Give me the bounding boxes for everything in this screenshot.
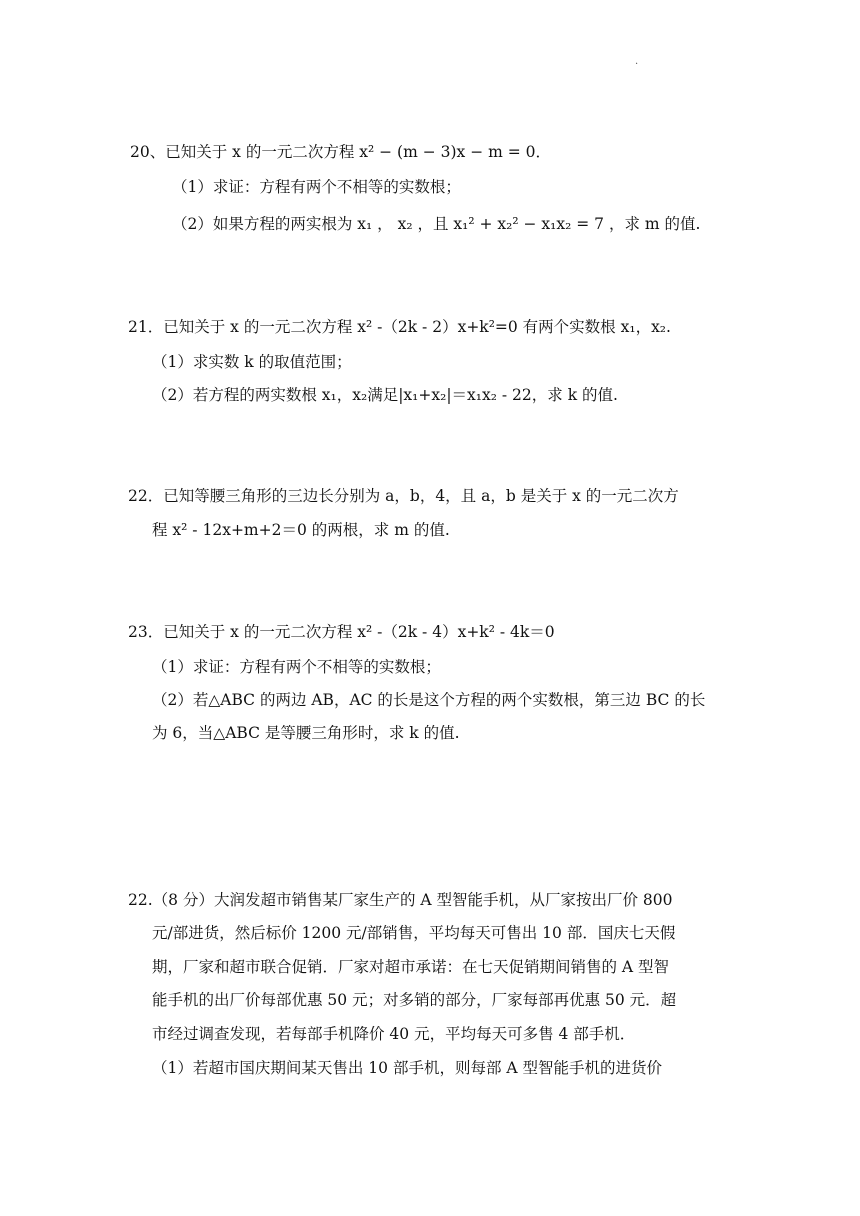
q23-part2-line2: 为 6，当△ABC 是等腰三角形时，求 k 的值. bbox=[152, 724, 460, 742]
q22b-stem-line2: 元/部进货，然后标价 1200 元/部销售，平均每天可售出 10 部．国庆七天假 bbox=[152, 924, 676, 942]
q20-stem: 20、已知关于 x 的一元二次方程 x² − (m − 3)x − m = 0． bbox=[130, 143, 552, 161]
q22b-stem-line3: 期，厂家和超市联合促销．厂家对超市承诺：在七天促销期间销售的 A 型智 bbox=[152, 958, 670, 976]
q22b-part1: （1）若超市国庆期间某天售出 10 部手机，则每部 A 型智能手机的进货价 bbox=[152, 1059, 662, 1077]
q22b-stem-line4: 能手机的出厂价每部优惠 50 元；对多销的部分，厂家每部再优惠 50 元．超 bbox=[152, 991, 677, 1009]
q23-part2-line1: （2）若△ABC 的两边 AB，AC 的长是这个方程的两个实数根，第三边 BC 的长 bbox=[152, 691, 706, 709]
q20-part1: （1）求证：方程有两个不相等的实数根； bbox=[172, 178, 461, 196]
q21-part1: （1）求实数 k 的取值范围； bbox=[152, 353, 352, 371]
q20-part2: （2）如果方程的两实根为 x₁ ， x₂ ，且 x₁² + x₂² − x₁x₂ = 7 ，求 m 的值. bbox=[172, 215, 701, 233]
q21-part2: （2）若方程的两实数根 x₁，x₂满足|x₁+x₂|＝x₁x₂ - 22，求 k 的值. bbox=[152, 386, 618, 404]
q22b-stem-line1: 22.（8 分）大润发超市销售某厂家生产的 A 型智能手机，从厂家按出厂价 800 bbox=[128, 891, 673, 909]
q23-stem: 23．已知关于 x 的一元二次方程 x² -（2k - 4）x+k² - 4k＝0 bbox=[128, 623, 555, 641]
q23-part1: （1）求证：方程有两个不相等的实数根； bbox=[152, 658, 441, 676]
q22a-stem-line2: 程 x² - 12x+m+2＝0 的两根，求 m 的值. bbox=[152, 521, 450, 539]
q21-stem: 21．已知关于 x 的一元二次方程 x² -（2k - 2）x+k²=0 有两个实数根 x₁，x₂. bbox=[128, 318, 671, 336]
q22a-stem-line1: 22．已知等腰三角形的三边长分别为 a，b，4，且 a，b 是关于 x 的一元二次方 bbox=[128, 487, 679, 505]
header-dot: . bbox=[635, 56, 639, 67]
q22b-stem-line5: 市经过调查发现，若每部手机降价 40 元，平均每天可多售 4 部手机． bbox=[152, 1025, 636, 1043]
